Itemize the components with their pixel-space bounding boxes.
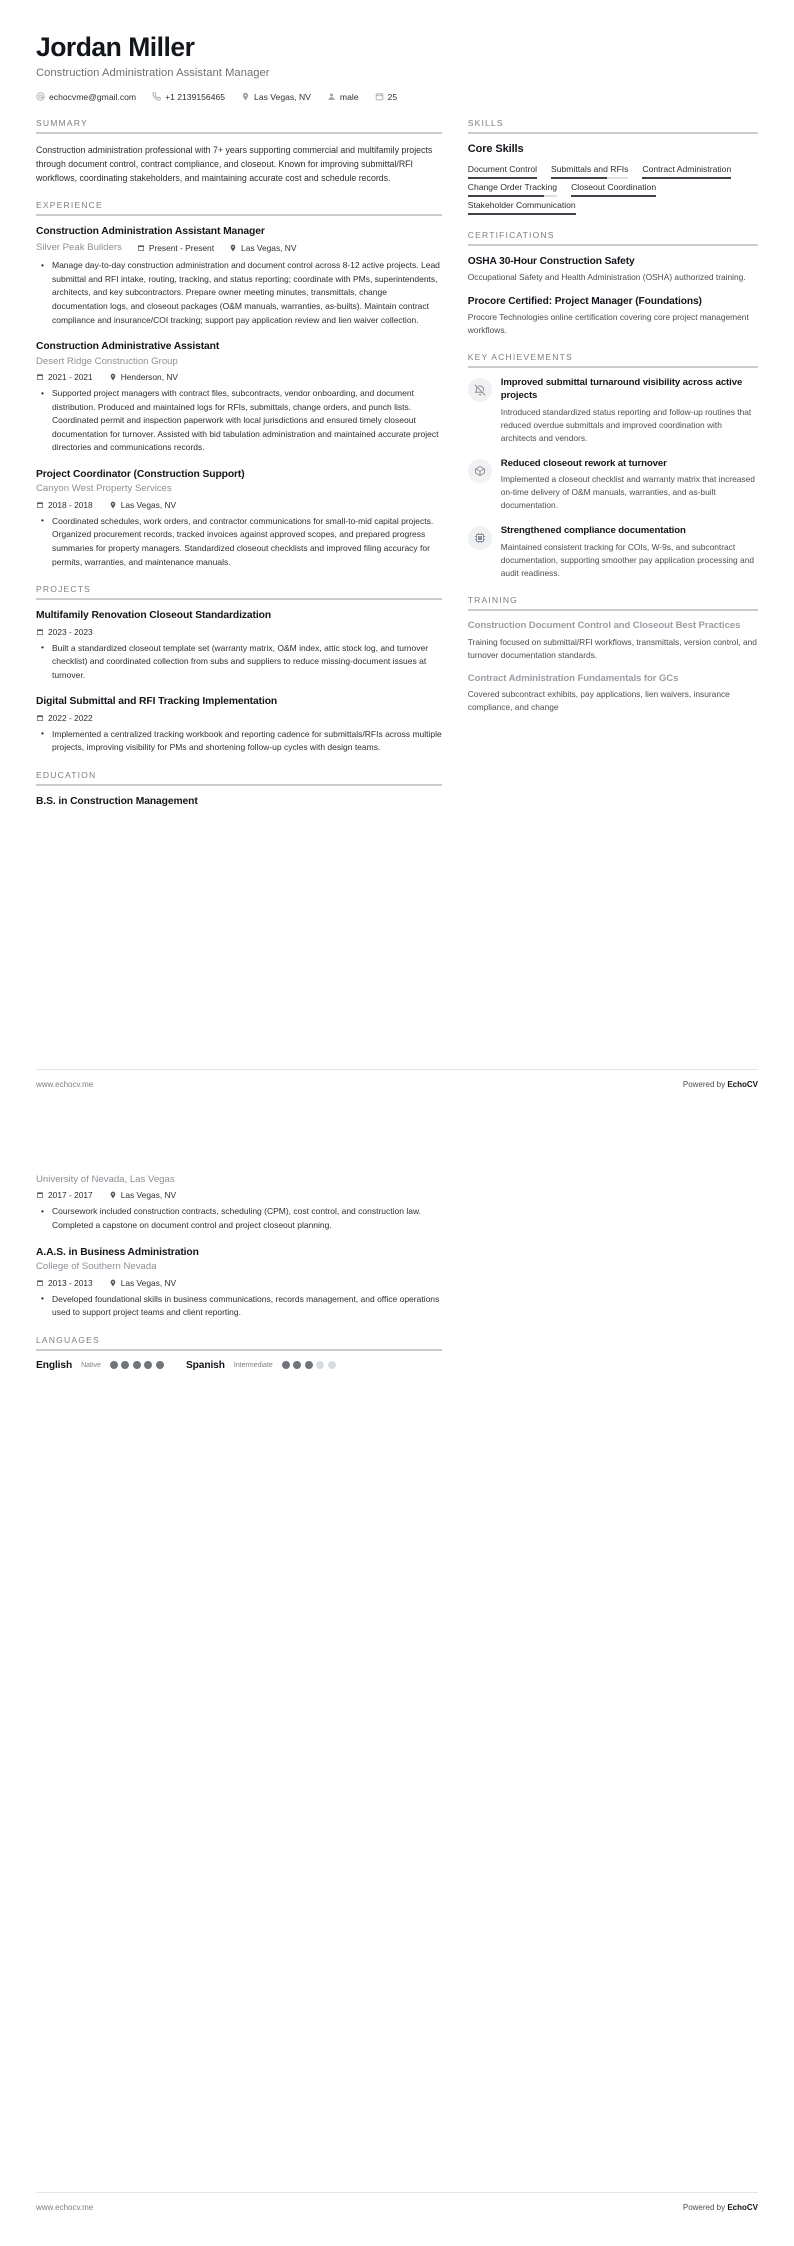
contact-row [36,92,758,102]
rating-dot [144,1361,152,1369]
entry-location [229,243,296,253]
entry-location-value: Henderson, NV [120,372,178,383]
entry-meta [36,500,442,510]
section-title-training: TRAINING [467,594,519,605]
training-item [468,673,758,715]
achievement-item [468,458,758,513]
list-item: • Built a standardized closeout template set (warranty matrix, O&M index, attic stock log, and turnover checklist) and coordinated collection from subs and suppliers to reduce missing-document issues at turnover. [47,642,442,683]
entry-title: A.A.S. in Business Administration [36,1246,199,1258]
resume-page-2 [0,1123,794,2246]
certification-item [468,255,758,284]
entry-title: Multifamily Renovation Closeout Standardization [36,610,272,622]
section-key-achievements [468,352,758,580]
contact-age [375,92,398,102]
entry-meta [36,372,442,382]
chip-icon [468,526,492,550]
contact-location [241,92,311,102]
education-entry [36,1246,442,1320]
contact-phone-value: +1 2139156465 [165,91,226,102]
contact-gender-value: male [339,91,359,102]
divider [468,132,758,134]
entry-dates [137,243,214,253]
entry-meta [36,1278,442,1288]
footer-powered-by: Powered by [682,1080,728,1089]
rating-dot [328,1361,336,1369]
skill-item [551,161,628,179]
language-level: Native [81,1361,101,1369]
education-entry [36,795,442,808]
entry-dates-value: 2023 - 2023 [48,626,93,637]
achievement-desc: Maintained consistent tracking for COIs, W-9s, and subcontract documentation, supporting smoother pay application processing and audit readiness. [500,541,755,578]
certification-name: OSHA 30-Hour Construction Safety [467,255,635,267]
entry-location-value: Las Vegas, NV [120,1190,177,1201]
achievement-item [468,525,758,580]
footer-brand: EchoCV [727,2203,758,2212]
skill-label: Stakeholder Communication [467,199,576,210]
rating-dot [305,1361,313,1369]
left-column [36,118,442,824]
footer-brand: EchoCV [727,1080,758,1089]
calendar-icon [36,1191,44,1199]
rating-dot [121,1361,129,1369]
language-name: English [36,1359,73,1371]
entry-title: Project Coordinator (Construction Support) [36,469,245,481]
contact-email-value: echocvme@gmail.com [49,91,137,102]
calendar-icon [36,1279,44,1287]
language-item [186,1360,336,1371]
entry-bullets [36,642,442,683]
section-projects [36,584,442,755]
list-item: • Supported project managers with contract files, subcontracts, vendor onboarding, and document distribution. Produced and maintained logs for RFIs, submittals, change orders, and punch lists. Coordinated permit and inspection paperwork with local jurisdictions and ensured timely closeout documentation for turnover. Assisted with bid tabulation administration and maintained accurate project directories and communications records. [47,387,442,455]
language-item [36,1360,164,1371]
training-name: Construction Document Control and Closeout Best Practices [467,619,741,631]
list-item: • Developed foundational skills in business communications, records management, and office operations used to support project teams and client reporting. [47,1293,442,1320]
entry-location-value: Las Vegas, NV [120,1277,177,1288]
rating-dot [110,1361,118,1369]
entry-dates [36,1278,93,1288]
location-icon [229,244,237,252]
skill-item [571,179,656,197]
entry-org: Canyon West Property Services [36,483,172,495]
skill-item [468,197,576,215]
training-item [468,620,758,662]
headline: Construction Administration Assistant Manager [36,66,270,79]
achievement-desc: Introduced standardized status reporting and follow-up routines that reduced overdue submittals and improved coordination with architects and vendors. [500,406,752,443]
location-icon [109,373,117,381]
divider [36,598,442,600]
certification-name: Procore Certified: Project Manager (Foundations) [467,295,702,307]
bell-off-icon [468,378,492,402]
divider [36,132,442,134]
skill-label: Submittals and RFIs [551,163,629,174]
location-icon [109,501,117,509]
languages-row [36,1360,442,1371]
skills-group-title: Core Skills [467,142,524,155]
resume-header [36,33,758,102]
resume-body [36,118,758,824]
calendar-icon [36,628,44,636]
calendar-icon [137,244,145,252]
entry-bullets [36,1205,442,1232]
entry-dates-value: 2013 - 2013 [48,1277,93,1288]
entry-dates [36,627,93,637]
entry-dates-value: 2018 - 2018 [48,499,93,510]
footer-branding [683,1080,758,1089]
page-title: Jordan Miller [36,32,195,62]
location-icon [241,92,250,101]
entry-title: Digital Submittal and RFI Tracking Implementation [36,696,278,708]
entry-dates-value: Present - Present [148,243,215,254]
contact-gender [327,92,359,102]
rating-dot [133,1361,141,1369]
section-training [468,595,758,714]
entry-org: Desert Ridge Construction Group [36,355,178,367]
divider [468,609,758,611]
skill-label: Change Order Tracking [467,181,558,192]
summary-text: Construction administration professional with 7+ years supporting commercial and multifamily projects through document control, contract compliance, and closeout. Known for improving submittal/RFI workflows, coordinating stakeholders, and maintaining accurate cost and schedule records. [36,144,433,184]
skill-item [468,179,557,197]
list-item: • Coursework included construction contracts, scheduling (CPM), cost control, and construction law. Completed a capstone on document control and project closeout planning. [47,1205,442,1232]
section-title-education: EDUCATION [36,769,97,780]
entry-title: Construction Administration Assistant Manager [36,226,265,238]
entry-bullets [36,259,442,327]
section-title-projects: PROJECTS [36,584,92,595]
entry-location-value: Las Vegas, NV [120,499,177,510]
resume-body-page2 [36,1172,758,1386]
achievement-title: Strengthened compliance documentation [500,525,686,537]
skill-item [468,161,537,179]
divider [36,1349,442,1351]
project-entry [36,695,442,755]
language-rating [282,1361,336,1369]
training-desc: Covered subcontract exhibits, pay applications, lien waivers, insurance compliance, and change [467,689,730,713]
entry-meta [36,1190,442,1200]
entry-location [109,500,176,510]
phone-icon [152,92,161,101]
page-footer [36,1069,758,1089]
entry-dates [36,500,93,510]
section-education [36,770,442,808]
training-name: Contract Administration Fundamentals for GCs [467,672,679,684]
person-icon [327,92,336,101]
list-item: • Coordinated schedules, work orders, and contractor communications for small-to-mid capital projects. Organized procurement records, tracked invoices against approved scopes, and prepared progress summaries for property managers. Standardized closeout checklists and improved filing accuracy for permits, warranties, and maintenance manuals. [47,515,442,569]
calendar-icon [36,373,44,381]
page-footer [36,2192,758,2212]
skill-item [642,161,731,179]
entry-meta [36,627,442,637]
calendar-icon [36,714,44,722]
section-title-skills: SKILLS [467,117,504,128]
contact-age-value: 25 [387,91,398,102]
certification-desc: Procore Technologies online certification covering core project management workflows. [467,312,749,336]
achievement-item [468,377,758,444]
entry-meta [36,713,442,723]
entry-dates-value: 2017 - 2017 [48,1190,93,1201]
certification-item [468,295,758,337]
footer-website[interactable]: www.echocv.me [36,1080,94,1089]
achievement-title: Reduced closeout rework at turnover [500,457,667,469]
entry-bullets [36,728,442,755]
email-icon [36,92,45,101]
achievement-desc: Implemented a closeout checklist and warranty matrix that increased on-time delivery of O&M manuals, warranties, and as-built documentation. [500,474,755,511]
divider [468,366,758,368]
entry-bullets [36,515,442,569]
list-item: • Manage day-to-day construction administration and document control across 8-12 active projects. Lead submittal and RFI intake, routing, tracking, and status reporting; coordinate with PMs, superintendents, architects, and key subcontractors. Prepare owner meeting minutes, transmittals, change documentation logs, and closeout packages (O&M manuals, warranties, as-builts). Maintain contract compliance and insurance/COI tracking; support pay application review and lien waiver collection. [47,259,442,327]
footer-website[interactable]: www.echocv.me [36,2203,94,2212]
entry-location [109,1278,176,1288]
left-column-page2 [36,1172,442,1386]
contact-phone[interactable] [152,92,225,102]
language-level: Intermediate [233,1361,273,1369]
location-icon [109,1191,117,1199]
rating-dot [156,1361,164,1369]
divider [36,214,442,216]
entry-title: Construction Administrative Assistant [36,341,220,353]
calendar-icon [375,92,384,101]
certification-desc: Occupational Safety and Health Administration (OSHA) authorized training. [467,271,746,282]
location-icon [109,1279,117,1287]
entry-org: University of Nevada, Las Vegas [36,1174,175,1185]
experience-entry [36,225,442,327]
language-name: Spanish [185,1359,225,1371]
entry-dates-value: 2022 - 2022 [48,712,93,723]
right-column [468,118,758,730]
section-languages [36,1335,442,1371]
contact-location-value: Las Vegas, NV [254,91,311,102]
entry-meta [36,242,442,254]
experience-entry [36,340,442,455]
entry-bullets [36,387,442,455]
calendar-icon [36,501,44,509]
footer-powered-by: Powered by [682,2203,728,2212]
section-title-summary: SUMMARY [36,117,88,128]
entry-org: College of Southern Nevada [36,1261,157,1273]
contact-email[interactable] [36,92,136,102]
entry-location [109,1190,176,1200]
section-title-achievements: KEY ACHIEVEMENTS [467,352,573,363]
section-certifications [468,230,758,338]
section-skills [468,118,758,215]
project-entry [36,609,442,682]
skill-label: Document Control [467,163,538,174]
achievement-title: Improved submittal turnaround visibility across active projects [500,377,743,401]
entry-title: B.S. in Construction Management [36,795,198,807]
section-title-languages: LANGUAGES [36,1334,100,1345]
rating-dot [282,1361,290,1369]
rating-dot [293,1361,301,1369]
footer-branding [683,2203,758,2212]
entry-dates-value: 2021 - 2021 [48,372,93,383]
rating-dot [316,1361,324,1369]
training-desc: Training focused on submittal/RFI workflows, transmittals, version control, and turnover documentation standards. [467,636,757,660]
section-summary [36,118,442,186]
list-item: • Implemented a centralized tracking workbook and reporting cadence for submittals/RFIs across multiple projects, improving visibility for PMs and shortening follow-up cycles with design teams. [47,728,442,755]
entry-org: Silver Peak Builders [36,241,122,253]
entry-bullets [36,1293,442,1320]
entry-dates [36,1190,93,1200]
divider [468,244,758,246]
experience-entry [36,468,442,569]
entry-dates [36,713,93,723]
skill-bar-fill [571,195,656,196]
section-experience [36,200,442,569]
section-title-experience: EXPERIENCE [36,200,103,211]
box-icon [468,459,492,483]
entry-location [109,372,178,382]
skills-grid [468,161,758,215]
divider [36,784,442,786]
entry-location-value: Las Vegas, NV [241,243,297,254]
section-title-certifications: CERTIFICATIONS [467,229,555,240]
skill-bar-fill [468,213,576,214]
section-education-continued [36,1174,442,1320]
skill-label: Closeout Coordination [571,181,657,192]
skill-label: Contract Administration [642,163,732,174]
entry-dates [36,372,93,382]
language-rating [110,1361,164,1369]
education-entry [36,1174,442,1233]
